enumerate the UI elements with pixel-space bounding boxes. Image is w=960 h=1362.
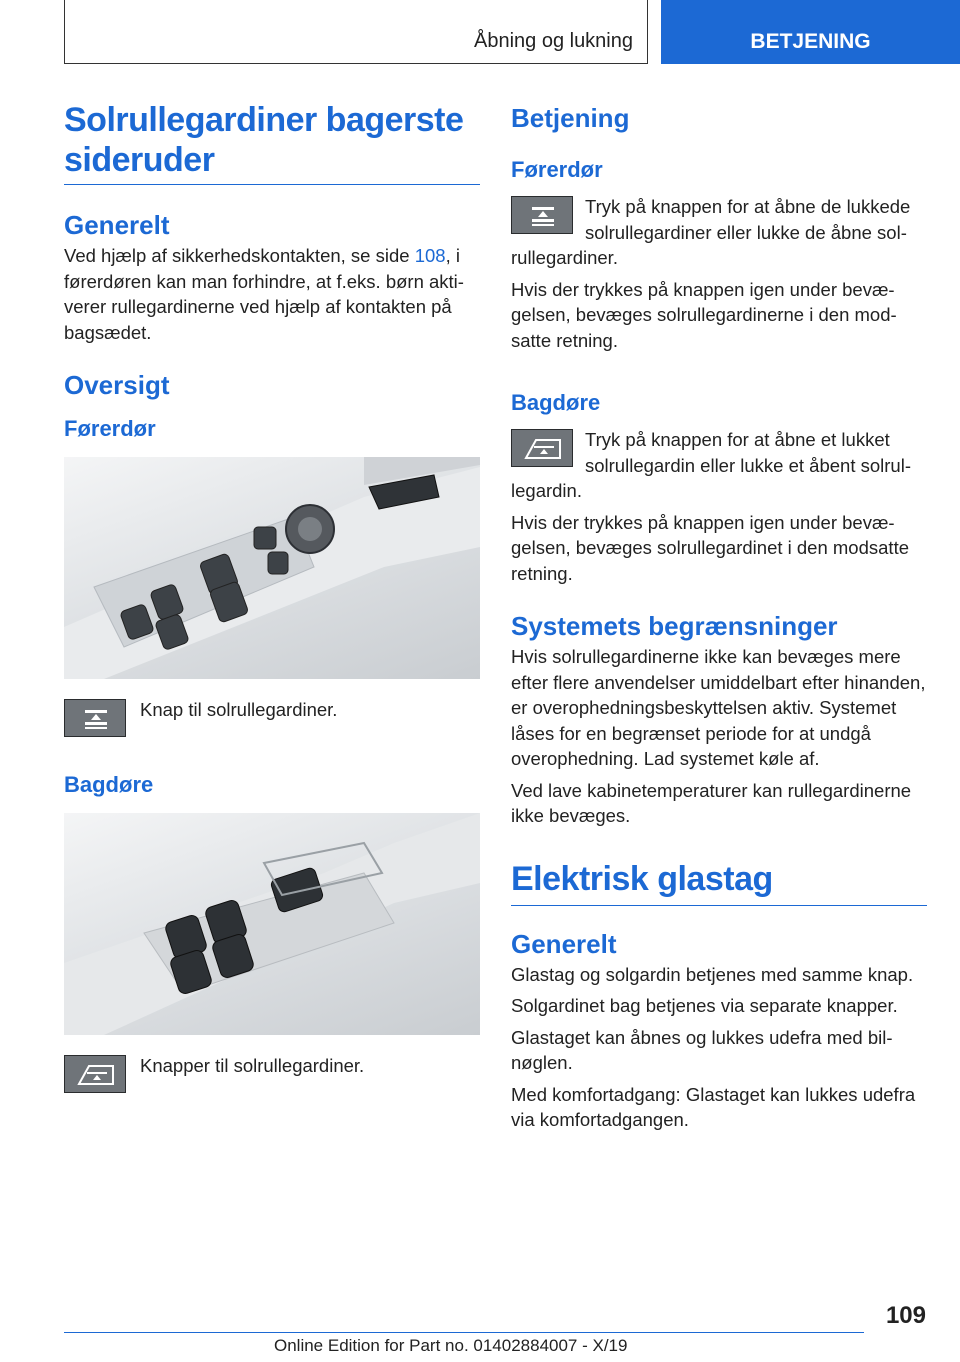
rear-sunblind-button-icon bbox=[64, 1055, 126, 1093]
systemets-text-1: Hvis solrullegardinerne ikke kan bevæges mere efter flere anvendelser umiddelbart efter hinanden, er overophedningsbeskyttelsen aktiv. Systemet låses for en begrænset periode for at undgå overophedning. Lad systemet køle af. bbox=[511, 646, 926, 769]
sunblind-button-icon-2 bbox=[511, 196, 573, 234]
bagdore-reverse-text: Hvis der trykkes på knappen igen under bevægelsen, bevæges solrullegardinet i den modsatte retning. bbox=[511, 511, 909, 584]
right-column bbox=[511, 100, 927, 1133]
bagdore-operation-text: Tryk på knappen for at åbne et lukket solrullegardin eller lukke et åbent solrullegardin. bbox=[511, 429, 911, 501]
footer-edition: Online Edition for Part no. 01402884007 - X/19 bbox=[274, 1336, 628, 1355]
bagdore-operation bbox=[511, 427, 927, 504]
forerdor-reverse-text: Hvis der trykkes på knappen igen under bevægelsen, bevæges solrullegardinerne i den modsatte retning. bbox=[511, 278, 897, 351]
sunblind-button-icon bbox=[64, 699, 126, 737]
systemets-heading: Systemets begrænsninger bbox=[511, 611, 838, 641]
forerdor-caption: Knap til solrullegardiner. bbox=[140, 699, 338, 720]
glastag-text-3: Glastaget kan åbnes og lukkes udefra med bilnøglen. bbox=[511, 1026, 893, 1073]
forerdor-operation-text: Tryk på knappen for at åbne de lukkede solrullegardiner eller lukke de åbne solrullegardiner. bbox=[511, 196, 911, 268]
right-bagdore-heading: Bagdøre bbox=[511, 390, 601, 415]
glastag-generelt-heading: Generelt bbox=[511, 928, 617, 959]
page-link[interactable]: 108 bbox=[414, 245, 446, 266]
page-title: Solrullegardiner bagerste sideruder bbox=[64, 101, 464, 179]
glastag-text-4: Med komfortadgang: Glastaget kan lukkes udefra via komfortadgangen. bbox=[511, 1083, 916, 1130]
systemets-text-2: Ved lave kabinetemperaturer kan rullegardinerne ikke bevæges. bbox=[511, 779, 912, 826]
glastag-text-2: Solgardinet bag betjenes via separate knapper. bbox=[511, 995, 898, 1016]
rear-sunblind-button-icon-2 bbox=[511, 429, 573, 467]
glastag-title-block bbox=[511, 859, 927, 906]
forerdor-operation bbox=[511, 194, 927, 271]
rear-door-photo bbox=[64, 813, 480, 1035]
oversigt-heading: Oversigt bbox=[64, 370, 170, 400]
title-block bbox=[64, 100, 480, 185]
generelt-text-1: Ved hjælp af sikkerhedskontakten, se side bbox=[64, 245, 415, 266]
generelt-heading: Generelt bbox=[64, 210, 170, 240]
chapter-tab: BETJENING bbox=[661, 0, 960, 64]
generelt-paragraph bbox=[64, 243, 480, 345]
footer-rule bbox=[64, 1332, 864, 1333]
header-frame bbox=[64, 0, 648, 64]
forerdor-heading: Førerdør bbox=[64, 416, 156, 441]
page-number: 109 bbox=[885, 1302, 926, 1329]
rear-door-switch-illustration bbox=[64, 813, 480, 1035]
glastag-text-1: Glastag og solgardin betjenes med samme knap. bbox=[511, 963, 914, 985]
driver-door-photo bbox=[64, 457, 480, 679]
glastag-title: Elektrisk glastag bbox=[511, 859, 773, 898]
forerdor-caption-row bbox=[64, 697, 480, 737]
generelt-text-2: , i førerdøren kan man forhindre, at f.eks. børn aktiverer rullegardinerne ved hjælp af kontakten på bagsædet. bbox=[64, 245, 464, 343]
bagdore-heading: Bagdøre bbox=[64, 772, 154, 797]
right-forerdor-heading: Førerdør bbox=[511, 157, 603, 182]
left-column bbox=[64, 100, 480, 1093]
bagdore-caption-row bbox=[64, 1053, 480, 1093]
betjening-heading: Betjening bbox=[511, 103, 630, 133]
bagdore-caption: Knapper til solrullegardiner. bbox=[140, 1055, 365, 1076]
section-title: Åbning og lukning bbox=[473, 30, 633, 52]
driver-door-switch-illustration bbox=[64, 457, 480, 679]
